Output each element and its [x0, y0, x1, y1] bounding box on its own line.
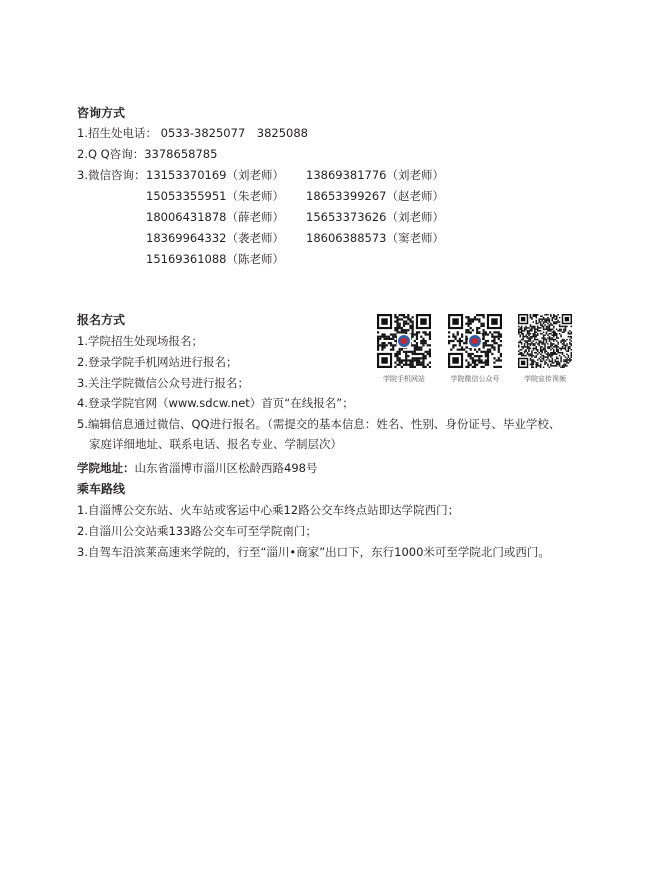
route-item: 1.自淄博公交东站、火车站或客运中心乘12路公交车终点站即达学院西门；: [77, 503, 460, 517]
qr-caption-wechat: 学院微信公众号: [450, 375, 500, 383]
register-method: 2.登录学院手机网站进行报名；: [77, 355, 238, 369]
consult-heading: 咨询方式: [77, 106, 126, 120]
wechat-contact: 15053355951（朱老师）: [146, 189, 284, 203]
school-address: [77, 461, 317, 475]
register-method: 5.编辑信息通过微信、QQ进行报名。（需提交的基本信息：姓名、性别、身份证号、毕业学校、: [77, 417, 561, 431]
wechat-contact: 18369964332（袭老师）: [146, 231, 284, 245]
route-item: 2.自淄川公交站乘133路公交车可至学院南门；: [77, 524, 317, 538]
wechat-contact: 18006431878（薛老师）: [146, 210, 284, 224]
qr-code-icon: [518, 314, 572, 368]
register-method: 4.登录学院官网（www.sdcw.net）首页“在线报名”；: [77, 396, 354, 410]
wechat-contact: 18653399267（赵老师）: [306, 189, 444, 203]
route-item: 3.自驾车沿滨莱高速来学院的，行至“淄川•商家”出口下，东行1000米可至学院北门或西门。: [77, 545, 550, 559]
register-method: 1.学院招生处现场报名；: [77, 334, 203, 348]
wechat-contact: 13153370169（刘老师）: [146, 168, 284, 182]
wechat-contact: 15653373626（刘老师）: [306, 210, 444, 224]
qr-caption-video: 学院宣传视频: [524, 375, 566, 383]
register-method-continued: 家庭详细地址、联系电话、报名专业、学制层次）: [89, 437, 342, 451]
qr-code-icon: [377, 314, 431, 368]
address-label: 学院地址：: [77, 461, 135, 475]
wechat-contact: 15169361088（陈老师）: [146, 252, 284, 266]
address-value: 山东省淄博市淄川区松龄西路498号: [134, 461, 318, 475]
wechat-contact: 18606388573（窦老师）: [306, 231, 444, 245]
register-method: 3.关注学院微信公众号进行报名；: [77, 376, 249, 390]
admissions-phone: 1.招生处电话： 0533-3825077 3825088: [77, 126, 308, 140]
register-heading: 报名方式: [77, 313, 126, 327]
wechat-contact: 13869381776（刘老师）: [306, 168, 444, 182]
qr-caption-mobile-site: 学院手机网站: [383, 375, 425, 383]
wechat-label: 3.微信咨询：: [77, 168, 146, 182]
qq-contact: 2.Q Q咨询：3378658785: [77, 147, 218, 161]
qr-code-icon: [448, 314, 502, 368]
route-heading: 乘车路线: [77, 482, 126, 496]
